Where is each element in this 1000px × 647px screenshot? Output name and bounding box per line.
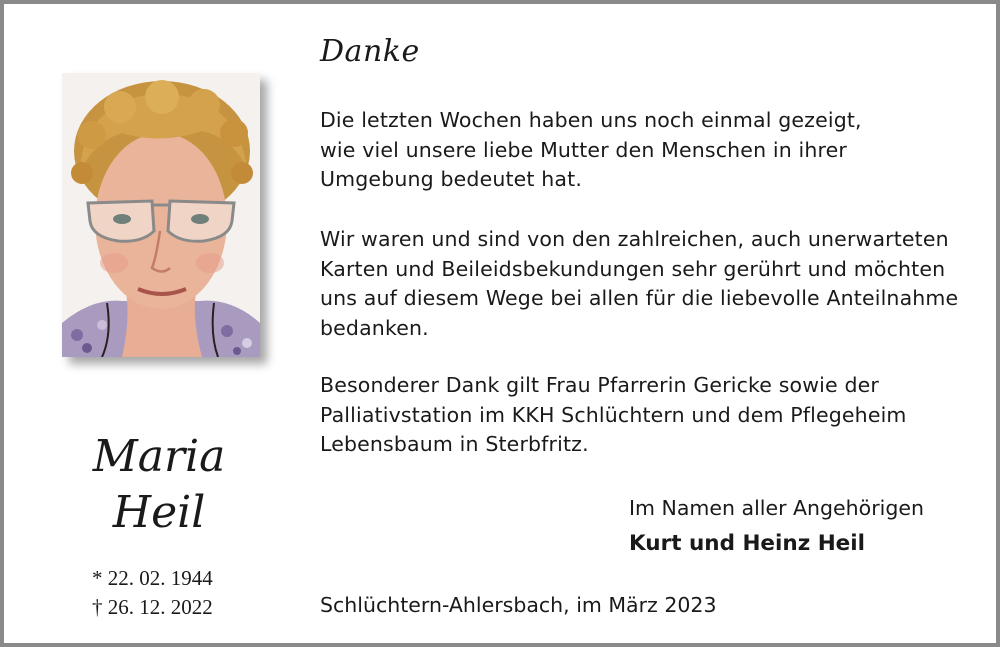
paragraph-2: Wir waren und sind von den zahlreichen, auch unerwarteten Karten und Beileidsbekundungen sehr gerührt und möchten uns auf diesem Wege bei allen für die liebevolle Anteilnahme bedanken.: [320, 227, 959, 340]
signature-names: Kurt und Heinz Heil: [629, 531, 866, 556]
deceased-first-name: Maria: [92, 431, 226, 482]
signature-intro: Im Namen aller Angehörigen: [629, 496, 924, 520]
heading: Danke: [320, 34, 420, 69]
deceased-last-name: Heil: [112, 487, 206, 538]
paragraph-3: Besonderer Dank gilt Frau Pfarrerin Gericke sowie der Palliativstation im KKH Schlüchtern und dem Pflegeheim Lebensbaum in Sterbfritz.: [320, 373, 907, 456]
portrait-photo: [62, 73, 260, 357]
paragraph-1: Die letzten Wochen haben uns noch einmal gezeigt, wie viel unsere liebe Mutter den Menschen in ihrer Umgebung bedeutet hat.: [320, 108, 862, 191]
birth-date: * 22. 02. 1944: [92, 566, 213, 590]
place-date: Schlüchtern-Ahlersbach, im März 2023: [320, 593, 717, 617]
death-date: † 26. 12. 2022: [92, 595, 213, 619]
